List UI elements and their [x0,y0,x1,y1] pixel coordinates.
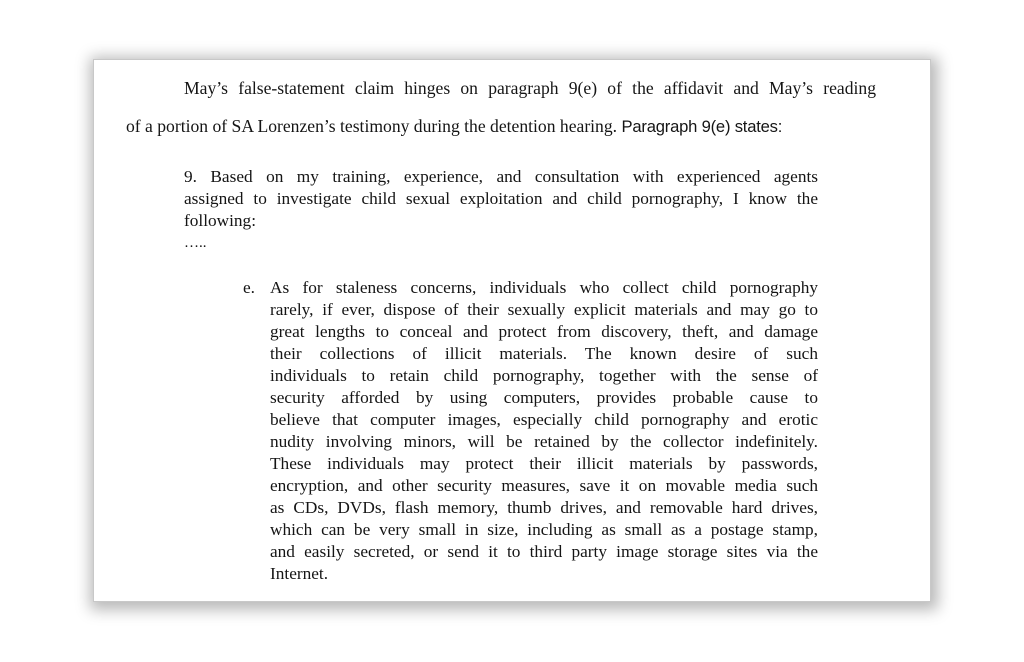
omission-ellipsis: ….. [184,235,207,251]
list-item-line: their collections of illicit materials. The known desire of such [270,344,818,363]
list-item-label: e. [243,278,255,297]
list-item-line: which can be very small in size, including as small as a postage stamp, [270,520,818,539]
list-item-line: encryption, and other security measures, save it on movable media such [270,476,818,495]
list-item-line: great lengths to conceal and protect from discovery, theft, and damage [270,322,818,341]
list-item-line: and easily secreted, or send it to third party image storage sites via the [270,542,818,561]
block-quote-line-3: following: [184,211,257,230]
paragraph-reference: Paragraph 9(e) states: [621,117,783,136]
block-quote-line-2: assigned to investigate child sexual exploitation and child pornography, I know the [184,189,818,208]
list-item-line: security afforded by using computers, provides probable cause to [270,388,818,407]
list-item-line: believe that computer images, especially child pornography and erotic [270,410,818,429]
list-item-line: As for staleness concerns, individuals who collect child pornography [270,278,818,297]
list-item-line: nudity involving minors, will be retained by the collector indefinitely. [270,432,818,451]
list-item-line: These individuals may protect their illicit materials by passwords, [270,454,818,473]
intro-paragraph-line-1: May’s false-statement claim hinges on paragraph 9(e) of the affidavit and May’s reading [184,78,876,98]
intro-line-2-text: of a portion of SA Lorenzen’s testimony during the detention hearing. [126,116,618,136]
list-item-line: rarely, if ever, dispose of their sexually explicit materials and may go to [270,300,818,319]
list-item-line: individuals to retain child pornography, together with the sense of [270,366,818,385]
block-quote-line-1: 9. Based on my training, experience, and consultation with experienced agents [184,167,818,186]
document-page [94,60,930,601]
intro-paragraph-line-2 [126,115,836,138]
list-item-line-last: Internet. [270,564,329,583]
list-item-line: as CDs, DVDs, flash memory, thumb drives, and removable hard drives, [270,498,818,517]
